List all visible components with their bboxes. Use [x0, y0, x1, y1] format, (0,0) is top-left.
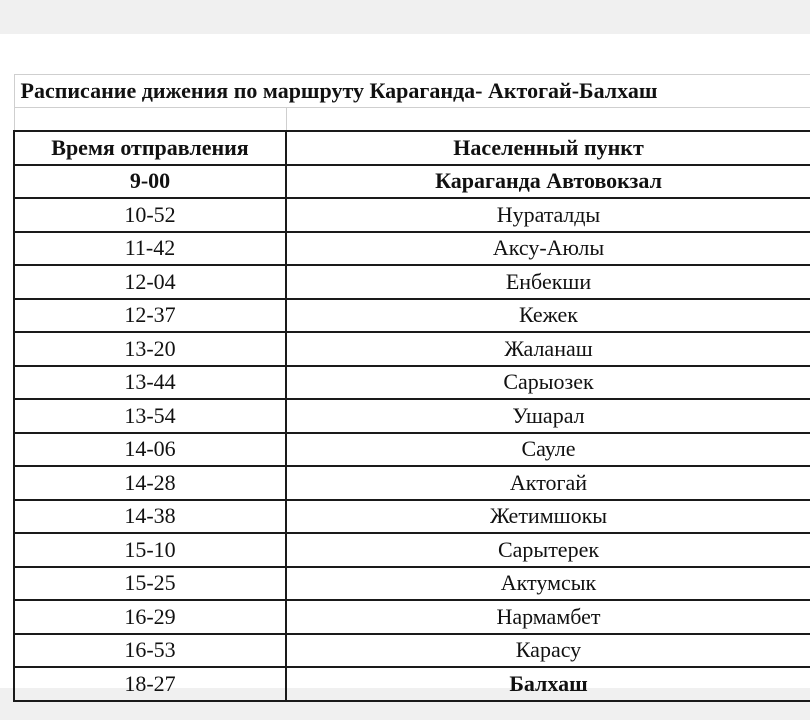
schedule-title: Расписание дижения по маршруту Караганда- Актогай-Балхаш — [14, 75, 810, 108]
table-row — [14, 500, 810, 534]
departure-time-cell: 13-44 — [14, 366, 286, 400]
settlement-cell: Жаланаш — [286, 332, 810, 366]
table-row — [14, 600, 810, 634]
settlement-cell: Карасу — [286, 634, 810, 668]
settlement-cell: Енбекши — [286, 265, 810, 299]
departure-time-cell: 18-27 — [14, 667, 286, 701]
document-sheet — [0, 34, 810, 696]
table-row — [14, 332, 810, 366]
departure-time-cell: 15-25 — [14, 567, 286, 601]
departure-time-cell: 12-04 — [14, 265, 286, 299]
table-row — [14, 667, 810, 701]
table-row — [14, 165, 810, 199]
title-row — [14, 75, 810, 108]
settlement-cell: Жетимшокы — [286, 500, 810, 534]
departure-time-cell: 14-28 — [14, 466, 286, 500]
departure-time-cell: 11-42 — [14, 232, 286, 266]
table-row — [14, 533, 810, 567]
departure-time-cell: 12-37 — [14, 299, 286, 333]
departure-time-cell: 15-10 — [14, 533, 286, 567]
settlement-cell: Нуратaлды — [286, 198, 810, 232]
departure-time-cell: 14-06 — [14, 433, 286, 467]
departure-time-cell: 13-54 — [14, 399, 286, 433]
table-row — [14, 634, 810, 668]
table-row — [14, 466, 810, 500]
settlement-cell: Ушарал — [286, 399, 810, 433]
settlement-cell: Сарыозек — [286, 366, 810, 400]
settlement-cell: Сарытерек — [286, 533, 810, 567]
column-header-settlement: Населенный пункт — [286, 131, 810, 165]
departure-time-cell: 16-29 — [14, 600, 286, 634]
table-row — [14, 265, 810, 299]
header-row — [14, 131, 810, 165]
blank-row — [14, 108, 810, 132]
departure-time-cell: 9-00 — [14, 165, 286, 199]
table-row — [14, 433, 810, 467]
table-row — [14, 366, 810, 400]
table-row — [14, 198, 810, 232]
table-row — [14, 299, 810, 333]
settlement-cell: Балхаш — [286, 667, 810, 701]
table-row — [14, 232, 810, 266]
settlement-cell: Нармамбет — [286, 600, 810, 634]
settlement-cell: Сауле — [286, 433, 810, 467]
departure-time-cell: 13-20 — [14, 332, 286, 366]
settlement-cell: Актумсык — [286, 567, 810, 601]
settlement-cell: Аксу-Аюлы — [286, 232, 810, 266]
settlement-cell: Караганда Автовокзал — [286, 165, 810, 199]
departure-time-cell: 16-53 — [14, 634, 286, 668]
departure-time-cell: 14-38 — [14, 500, 286, 534]
table-row — [14, 567, 810, 601]
settlement-cell: Актогай — [286, 466, 810, 500]
table-row — [14, 399, 810, 433]
departure-time-cell: 10-52 — [14, 198, 286, 232]
schedule-table — [13, 74, 810, 702]
column-header-departure-time: Время отправления — [14, 131, 286, 165]
blank-cell — [286, 108, 810, 132]
blank-cell — [14, 108, 286, 132]
settlement-cell: Кежек — [286, 299, 810, 333]
